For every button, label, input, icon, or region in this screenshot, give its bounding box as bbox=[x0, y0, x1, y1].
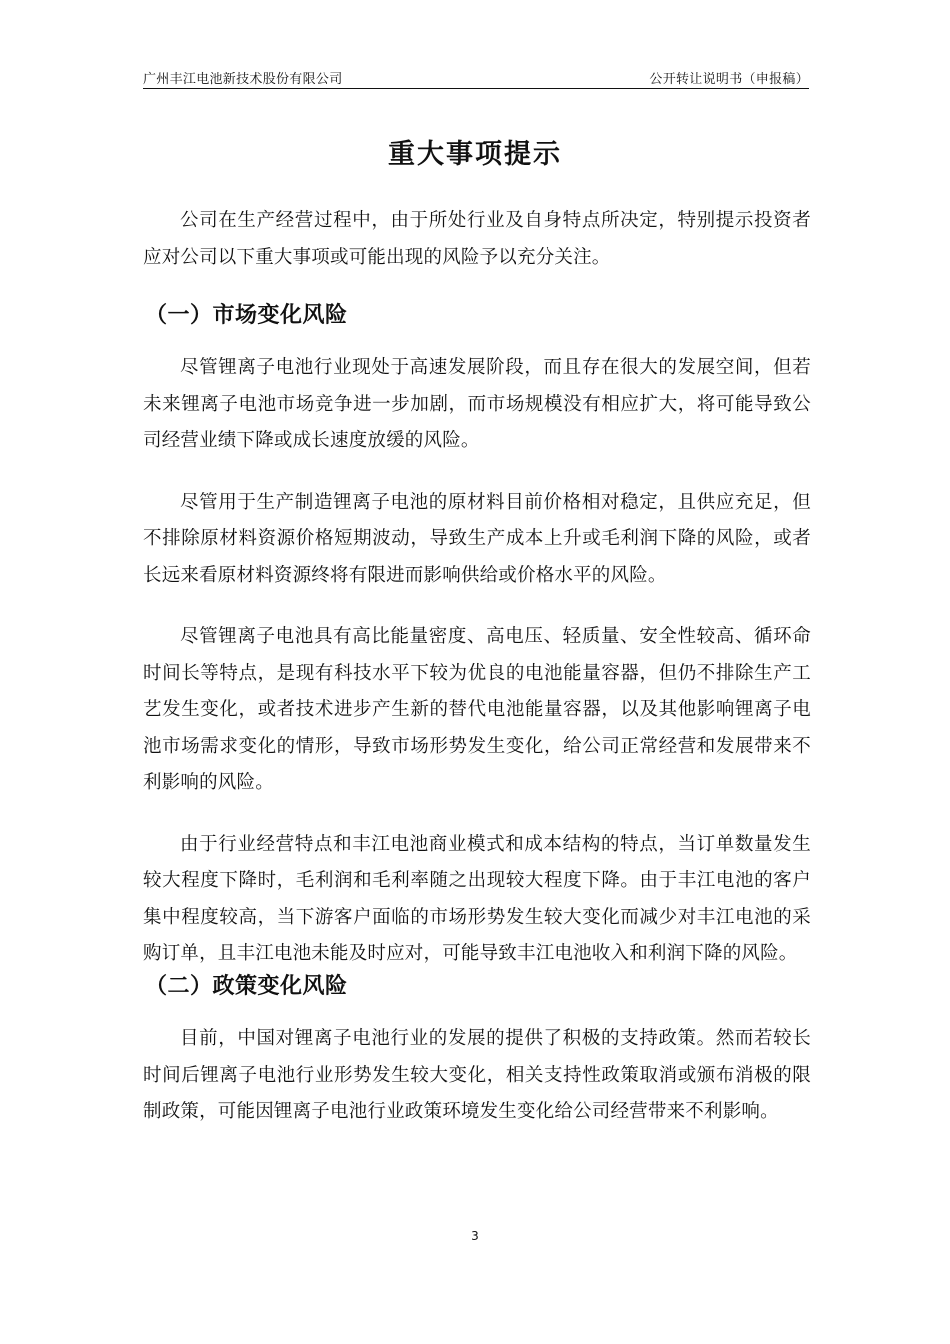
paragraph: 尽管锂离子电池行业现处于高速发展阶段，而且存在很大的发展空间，但若未来锂离子电池市场竞争进一步加剧，而市场规模没有相应扩大，将可能导致公司经营业绩下降或成长速度放缓的风险。 bbox=[143, 357, 811, 451]
intro-block bbox=[143, 203, 811, 276]
paragraph: 目前，中国对锂离子电池行业的发展的提供了积极的支持政策。然而若较长时间后锂离子电池行业形势发生较大变化，相关支持性政策取消或颁布消极的限制政策，可能因锂离子电池行业政策环境发生变化给公司经营带来不利影响。 bbox=[143, 1028, 811, 1122]
paragraph: 尽管用于生产制造锂离子电池的原材料目前价格相对稳定，且供应充足，但不排除原材料资源价格短期波动，导致生产成本上升或毛利润下降的风险，或者长远来看原材料资源终将有限进而影响供给或价格水平的风险。 bbox=[143, 491, 811, 586]
section-policy-risk-body bbox=[143, 1021, 811, 1131]
header-document-type: 公开转让说明书（申报稿） bbox=[649, 72, 809, 87]
page-title: 重大事项提示 bbox=[388, 139, 562, 170]
section-heading-market-risk: （一）市场变化风险 bbox=[145, 303, 348, 328]
page-header bbox=[143, 64, 809, 89]
paragraph: 尽管锂离子电池具有高比能量密度、高电压、轻质量、安全性较高、循环命时间长等特点，是现有科技水平下较为优良的电池能量容器，但仍不排除生产工艺发生变化，或者技术进步产生新的替代电池能量容器，以及其他影响锂离子电池市场需求变化的情形，导致市场形势发生变化，给公司正常经营和发展带来不利影响的风险。 bbox=[143, 626, 811, 793]
header-company-name: 广州丰江电池新技术股份有限公司 bbox=[143, 72, 343, 87]
page-number: 3 bbox=[471, 1229, 479, 1243]
paragraph: 由于行业经营特点和丰江电池商业模式和成本结构的特点，当订单数量发生较大程度下降时，毛利润和毛利率随之出现较大程度下降。由于丰江电池的客户集中程度较高，当下游客户面临的市场形势发生较大变化而减少对丰江电池的采购订单，且丰江电池未能及时应对，可能导致丰江电池收入和利润下降的风险。 bbox=[143, 833, 811, 964]
section-market-risk-body bbox=[143, 350, 811, 973]
section-heading-policy-risk: （二）政策变化风险 bbox=[145, 974, 348, 999]
intro-paragraph: 公司在生产经营过程中，由于所处行业及自身特点所决定，特别提示投资者应对公司以下重大事项或可能出现的风险予以充分关注。 bbox=[143, 210, 811, 268]
